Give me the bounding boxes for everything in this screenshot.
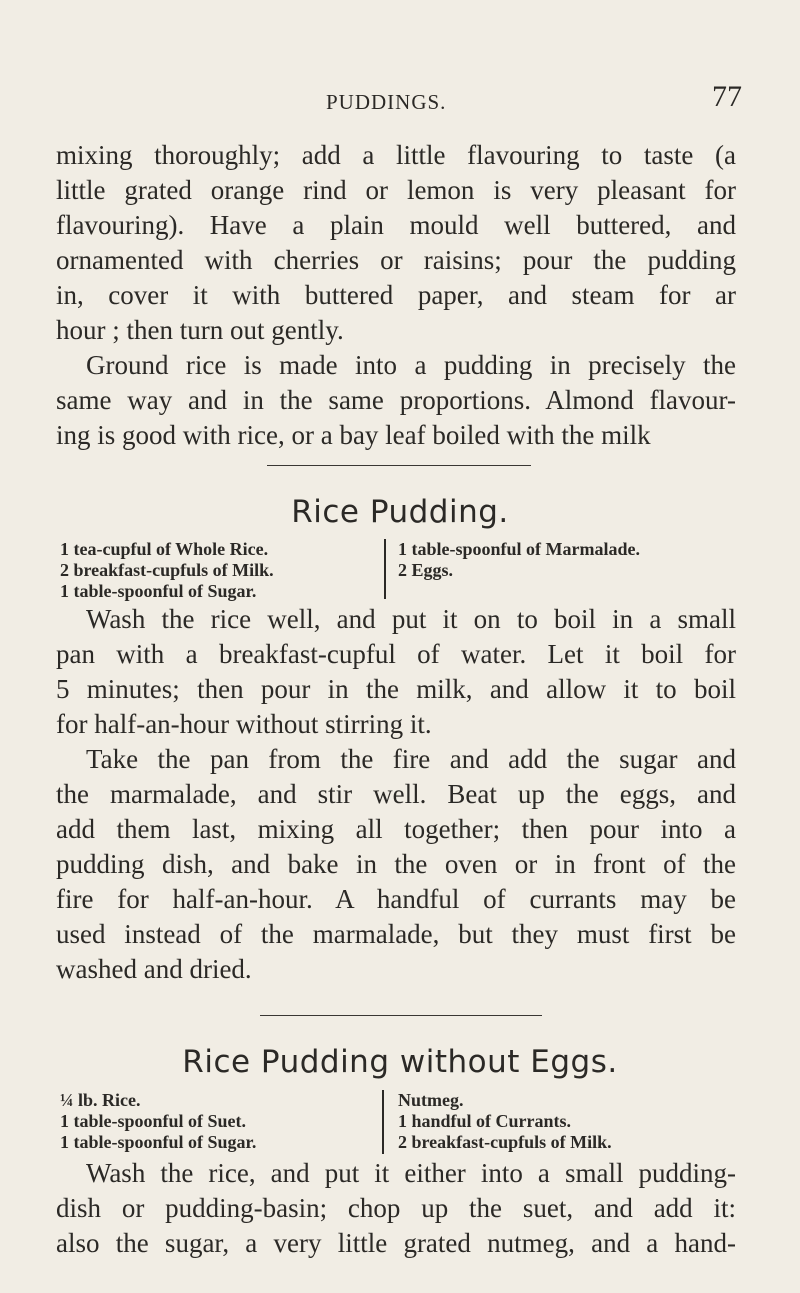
ingredients-divider (384, 539, 386, 599)
text-line: used instead of the marmalade, but they must first be (56, 919, 736, 949)
text-line: pan with a breakfast-cupful of water. Let it boil for (56, 639, 736, 669)
running-title: PUDDINGS. (326, 90, 447, 114)
text-line: in, cover it with buttered paper, and steam for ar (56, 280, 736, 310)
section-divider (260, 1015, 542, 1016)
ingredients-left (60, 1090, 256, 1153)
text-line: Wash the rice well, and put it on to boil in a small (86, 604, 736, 634)
text-line: add them last, mixing all together; then pour into a (56, 814, 736, 844)
recipe-method (56, 1156, 736, 1261)
ingredient-item: 2 breakfast-cupfuls of Milk. (60, 560, 274, 580)
ingredients-right (398, 1090, 612, 1153)
ingredient-item: 1 handful of Currants. (398, 1111, 572, 1131)
ingredient-item: 1 table-spoonful of Sugar. (60, 581, 257, 601)
ingredient-item: 1 tea-cupful of Whole Rice. (60, 539, 269, 559)
ingredients-divider (382, 1090, 384, 1154)
text-line: Wash the rice, and put it either into a small pudding- (86, 1158, 736, 1188)
running-head (0, 80, 800, 114)
text-line: ornamented with cherries or raisins; pour the pudding (56, 245, 736, 275)
text-line: hour ; then turn out gently. (56, 315, 344, 345)
ingredient-item: 1 table-spoonful of Sugar. (60, 1132, 257, 1152)
text-line: for half-an-hour without stirring it. (56, 709, 432, 739)
text-line: also the sugar, a very little grated nutmeg, and a hand- (56, 1228, 736, 1258)
text-line: the marmalade, and stir well. Beat up the eggs, and (56, 779, 736, 809)
text-line: flavouring). Have a plain mould well buttered, and (56, 210, 736, 240)
ingredient-item: 2 Eggs. (398, 560, 454, 580)
ingredient-item: Nutmeg. (398, 1090, 464, 1110)
text-line: washed and dried. (56, 954, 252, 984)
recipe-title: Rice Pudding without Eggs. (182, 1044, 618, 1080)
text-line: little grated orange rind or lemon is very pleasant for (56, 175, 736, 205)
ingredient-item: 1 table-spoonful of Marmalade. (398, 539, 640, 559)
text-line: same way and in the same proportions. Almond flavour- (56, 385, 736, 415)
text-line: mixing thoroughly; add a little flavouring to taste (a (56, 140, 736, 170)
text-line: ing is good with rice, or a bay leaf boiled with the milk (56, 420, 651, 450)
text-line: Ground rice is made into a pudding in precisely the (86, 350, 736, 380)
ingredient-item: 1 table-spoonful of Suet. (60, 1111, 247, 1131)
ingredients-left (60, 539, 274, 602)
page-number: 77 (712, 80, 742, 113)
recipe-method (56, 602, 736, 987)
ingredient-item: ¼ lb. Rice. (60, 1090, 141, 1110)
text-line: 5 minutes; then pour in the milk, and allow it to boil (56, 674, 736, 704)
text-line: pudding dish, and bake in the oven or in front of the (56, 849, 736, 879)
text-line: Take the pan from the fire and add the sugar and (86, 744, 736, 774)
recipe-title: Rice Pudding. (291, 494, 509, 530)
ingredient-item: 2 breakfast-cupfuls of Milk. (398, 1132, 612, 1152)
text-line: fire for half-an-hour. A handful of currants may be (56, 884, 736, 914)
ingredients-right (398, 539, 640, 581)
section-divider (267, 465, 531, 466)
text-line: dish or pudding-basin; chop up the suet, and add it: (56, 1193, 736, 1223)
intro-paragraph (56, 138, 736, 453)
